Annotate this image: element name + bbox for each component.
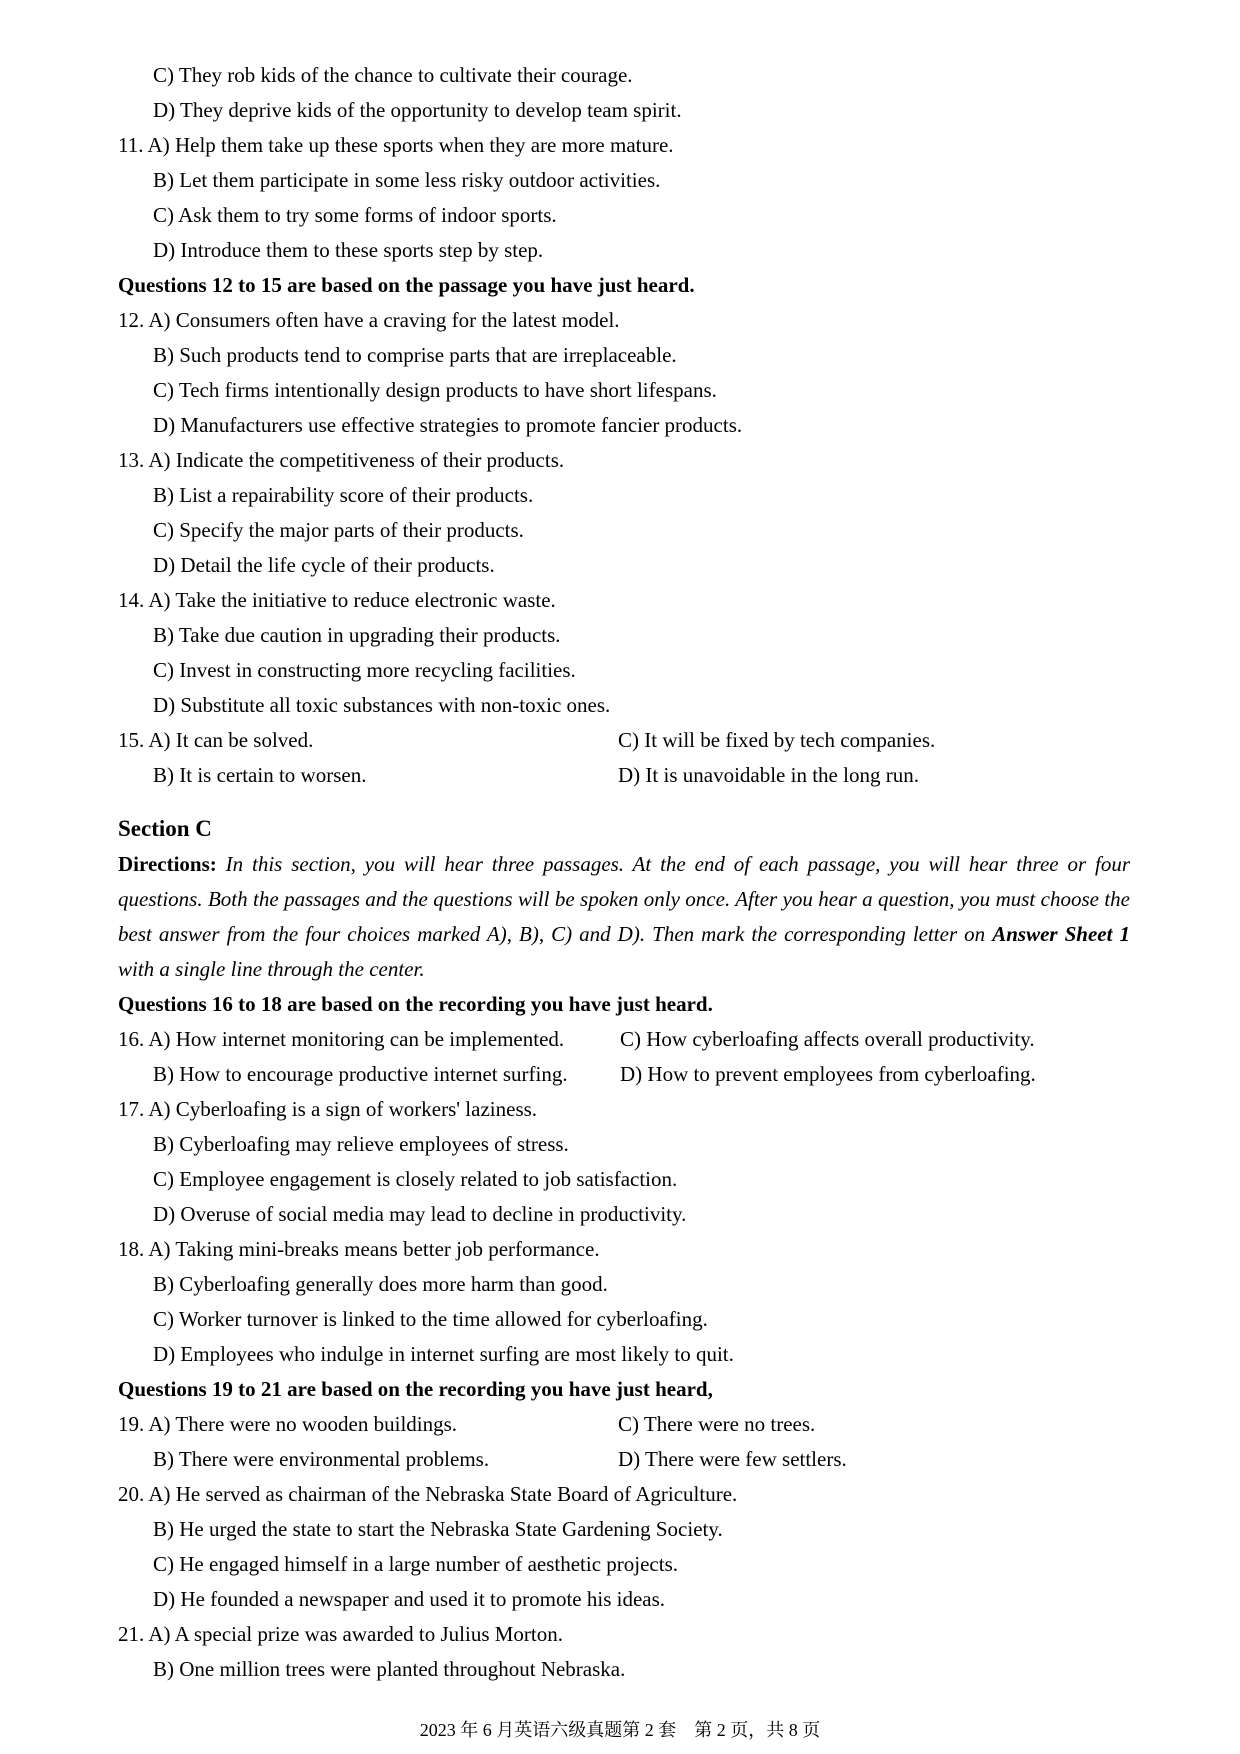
question-19-option-a: 19. A) There were no wooden buildings. — [118, 1412, 458, 1436]
question-21-option-a: 21. A) A special prize was awarded to Julius Morton. — [118, 1622, 563, 1646]
questions-12-15-heading: Questions 12 to 15 are based on the passage you have just heard. — [118, 273, 695, 297]
question-12-option-a: 12. A) Consumers often have a craving for the latest model. — [118, 308, 620, 332]
question-12-option-b: B) Such products tend to comprise parts that are irreplaceable. — [153, 343, 677, 367]
question-20-option-b: B) He urged the state to start the Nebraska State Gardening Society. — [153, 1517, 723, 1541]
page-content — [118, 58, 1130, 1687]
question-13-option-a: 13. A) Indicate the competitiveness of their products. — [118, 448, 565, 472]
question-20-option-d: D) He founded a newspaper and used it to promote his ideas. — [153, 1587, 666, 1611]
question-16-option-b: B) How to encourage productive internet surfing. — [153, 1062, 568, 1086]
question-17-option-c: C) Employee engagement is closely related to job satisfaction. — [153, 1167, 678, 1191]
question-19-option-b: B) There were environmental problems. — [153, 1447, 490, 1471]
question-14-option-b: B) Take due caution in upgrading their products. — [153, 623, 561, 647]
question-15-row-2 — [118, 758, 1130, 793]
question-16-option-a: 16. A) How internet monitoring can be implemented. — [118, 1027, 565, 1051]
question-14-option-d: D) Substitute all toxic substances with non-toxic ones. — [153, 693, 611, 717]
questions-16-18-heading: Questions 16 to 18 are based on the recording you have just heard. — [118, 992, 713, 1016]
question-11-option-a: 11. A) Help them take up these sports when they are more mature. — [118, 133, 674, 157]
question-20-option-c: C) He engaged himself in a large number of aesthetic projects. — [153, 1552, 679, 1576]
question-19-option-d: D) There were few settlers. — [618, 1447, 847, 1471]
page-footer: 2023 年 6 月英语六级真题第 2 套 第 2 页，共 8 页 — [419, 1720, 821, 1740]
directions-text-1: In this section, you will hear three passages. At the end of each passage, you will hear three or four questions. Both the passages and the questions will be spoken only once. After you hear a question, you must choose the best answer from the four choices marked A), B), C) and D). Then mark the corresponding letter on — [118, 852, 1130, 946]
question-12-option-c: C) Tech firms intentionally design products to have short lifespans. — [153, 378, 717, 402]
question-18-option-d: D) Employees who indulge in internet surfing are most likely to quit. — [153, 1342, 734, 1366]
question-17-option-b: B) Cyberloafing may relieve employees of stress. — [153, 1132, 569, 1156]
answer-sheet-label: Answer Sheet 1 — [992, 922, 1130, 946]
directions-label: Directions: — [118, 852, 217, 876]
question-11-option-c: C) Ask them to try some forms of indoor sports. — [153, 203, 557, 227]
question-17-option-d: D) Overuse of social media may lead to decline in productivity. — [153, 1202, 687, 1226]
question-19-row-2 — [118, 1442, 1130, 1477]
question-15-option-c: C) It will be fixed by tech companies. — [618, 728, 936, 752]
question-17-option-a: 17. A) Cyberloafing is a sign of workers' laziness. — [118, 1097, 538, 1121]
question-16-option-c: C) How cyberloafing affects overall productivity. — [620, 1027, 1035, 1051]
question-15-option-a: 15. A) It can be solved. — [118, 728, 314, 752]
question-19-option-c: C) There were no trees. — [618, 1412, 816, 1436]
question-14-option-a: 14. A) Take the initiative to reduce electronic waste. — [118, 588, 556, 612]
question-12-option-d: D) Manufacturers use effective strategies to promote fancier products. — [153, 413, 743, 437]
question-14-option-c: C) Invest in constructing more recycling facilities. — [153, 658, 576, 682]
question-18-option-a: 18. A) Taking mini-breaks means better job performance. — [118, 1237, 600, 1261]
question-16-option-d: D) How to prevent employees from cyberloafing. — [620, 1062, 1036, 1086]
question-20-option-a: 20. A) He served as chairman of the Nebraska State Board of Agriculture. — [118, 1482, 738, 1506]
question-15-option-b: B) It is certain to worsen. — [153, 763, 367, 787]
option-10c: C) They rob kids of the chance to cultivate their courage. — [153, 63, 633, 87]
question-18-option-c: C) Worker turnover is linked to the time allowed for cyberloafing. — [153, 1307, 708, 1331]
question-21-option-b: B) One million trees were planted throughout Nebraska. — [153, 1657, 626, 1681]
question-11-option-b: B) Let them participate in some less risky outdoor activities. — [153, 168, 661, 192]
question-11-option-d: D) Introduce them to these sports step by step. — [153, 238, 544, 262]
question-15-row-1 — [118, 723, 1130, 758]
section-c-title: Section C — [118, 816, 212, 841]
option-10d: D) They deprive kids of the opportunity to develop team spirit. — [153, 98, 682, 122]
question-16-row-2 — [118, 1057, 1130, 1092]
question-15-option-d: D) It is unavoidable in the long run. — [618, 763, 919, 787]
question-13-option-d: D) Detail the life cycle of their products. — [153, 553, 495, 577]
question-13-option-c: C) Specify the major parts of their products. — [153, 518, 524, 542]
directions-text-2: with a single line through the center. — [118, 957, 425, 981]
question-19-row-1 — [118, 1407, 1130, 1442]
questions-19-21-heading: Questions 19 to 21 are based on the recording you have just heard, — [118, 1377, 713, 1401]
section-c-directions — [118, 847, 1130, 987]
question-13-option-b: B) List a repairability score of their products. — [153, 483, 534, 507]
question-18-option-b: B) Cyberloafing generally does more harm than good. — [153, 1272, 608, 1296]
question-16-row-1 — [118, 1022, 1130, 1057]
